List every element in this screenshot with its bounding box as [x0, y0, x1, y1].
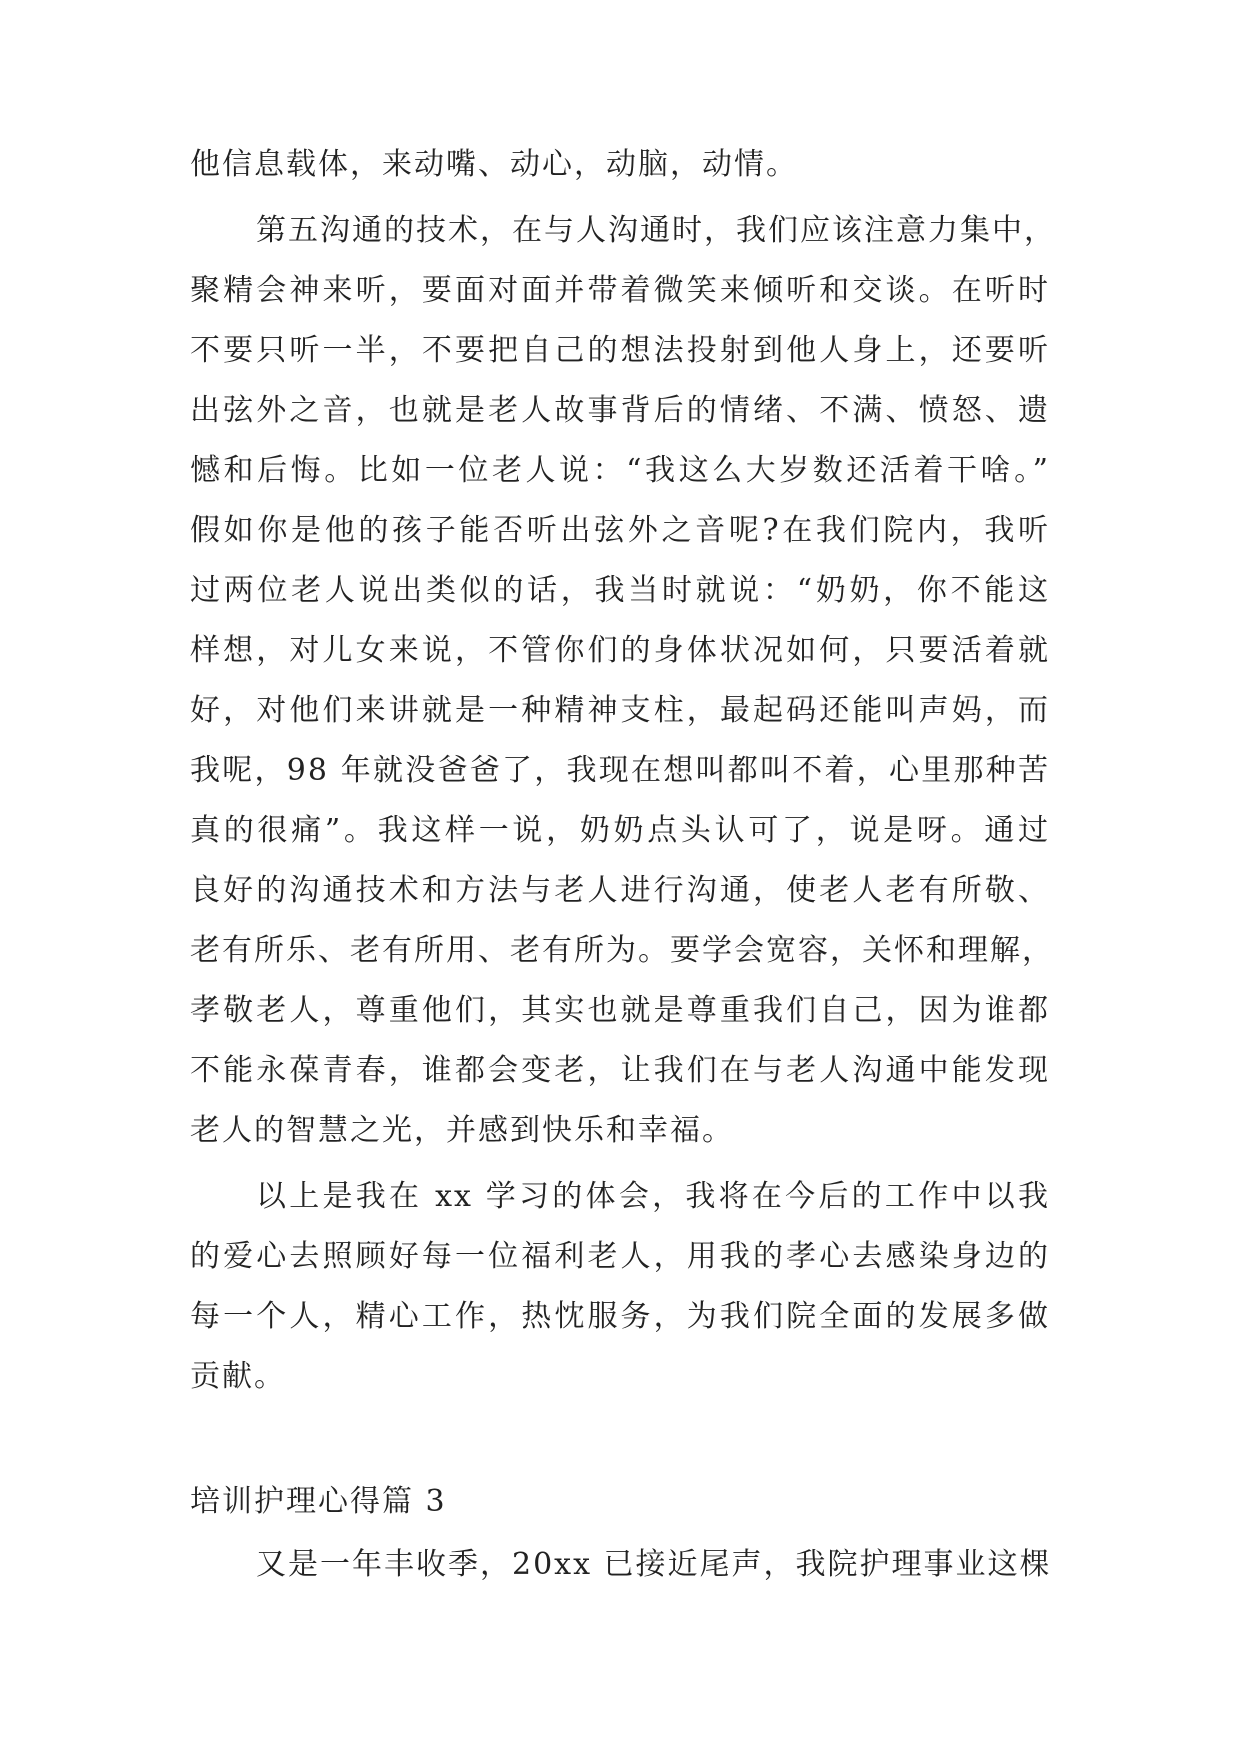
paragraph-start-line: 第五沟通的技术，在与人沟通时，我们应该注意力集中， [256, 213, 1056, 248]
text-line-20: 每一个人，精心工作，热忱服务，为我们院全面的发展多做 [190, 1299, 1050, 1334]
text-line-1: 他信息载体，来动嘴、动心，动脑，动情。 [190, 147, 798, 182]
text-line-6: 憾和后悔。比如一位老人说：“我这么大岁数还活着干啥。” [190, 453, 1050, 488]
section-heading: 培训护理心得篇 3 [190, 1484, 447, 1519]
text-line-14: 老有所乐、老有所用、老有所为。要学会宽容，关怀和理解， [190, 933, 1054, 968]
text-line-11: 我呢，98 年就没爸爸了，我现在想叫都叫不着，心里那种苦 [190, 753, 1050, 788]
text-line-12: 真的很痛”。我这样一说，奶奶点头认可了，说是呀。通过 [190, 813, 1050, 848]
text-line-7: 假如你是他的孩子能否听出弦外之音呢?在我们院内，我听 [190, 513, 1050, 548]
text-line-4: 不要只听一半，不要把自己的想法投射到他人身上，还要听 [190, 333, 1050, 368]
paragraph-start-line: 又是一年丰收季，20xx 已接近尾声，我院护理事业这棵 [256, 1547, 1052, 1582]
text-line-9: 样想，对儿女来说，不管你们的身体状况如何，只要活着就 [190, 633, 1050, 668]
text-line-5: 出弦外之音，也就是老人故事背后的情绪、不满、愤怒、遗 [190, 393, 1050, 428]
text-line-16: 不能永葆青春，谁都会变老，让我们在与老人沟通中能发现 [190, 1053, 1050, 1088]
text-line-19: 的爱心去照顾好每一位福利老人，用我的孝心去感染身边的 [190, 1239, 1050, 1274]
text-line-15: 孝敬老人，尊重他们，其实也就是尊重我们自己，因为谁都 [190, 993, 1050, 1028]
text-line-17: 老人的智慧之光，并感到快乐和幸福。 [190, 1113, 734, 1148]
text-line-13: 良好的沟通技术和方法与老人进行沟通，使老人老有所敬、 [190, 873, 1050, 908]
paragraph-start-line: 以上是我在 xx 学习的体会，我将在今后的工作中以我 [256, 1179, 1050, 1214]
text-line-8: 过两位老人说出类似的话，我当时就说：“奶奶，你不能这 [190, 573, 1050, 608]
text-line-3: 聚精会神来听，要面对面并带着微笑来倾听和交谈。在听时 [190, 273, 1050, 308]
text-line-21: 贡献。 [190, 1359, 286, 1394]
text-line-10: 好，对他们来讲就是一种精神支柱，最起码还能叫声妈，而 [190, 693, 1050, 728]
